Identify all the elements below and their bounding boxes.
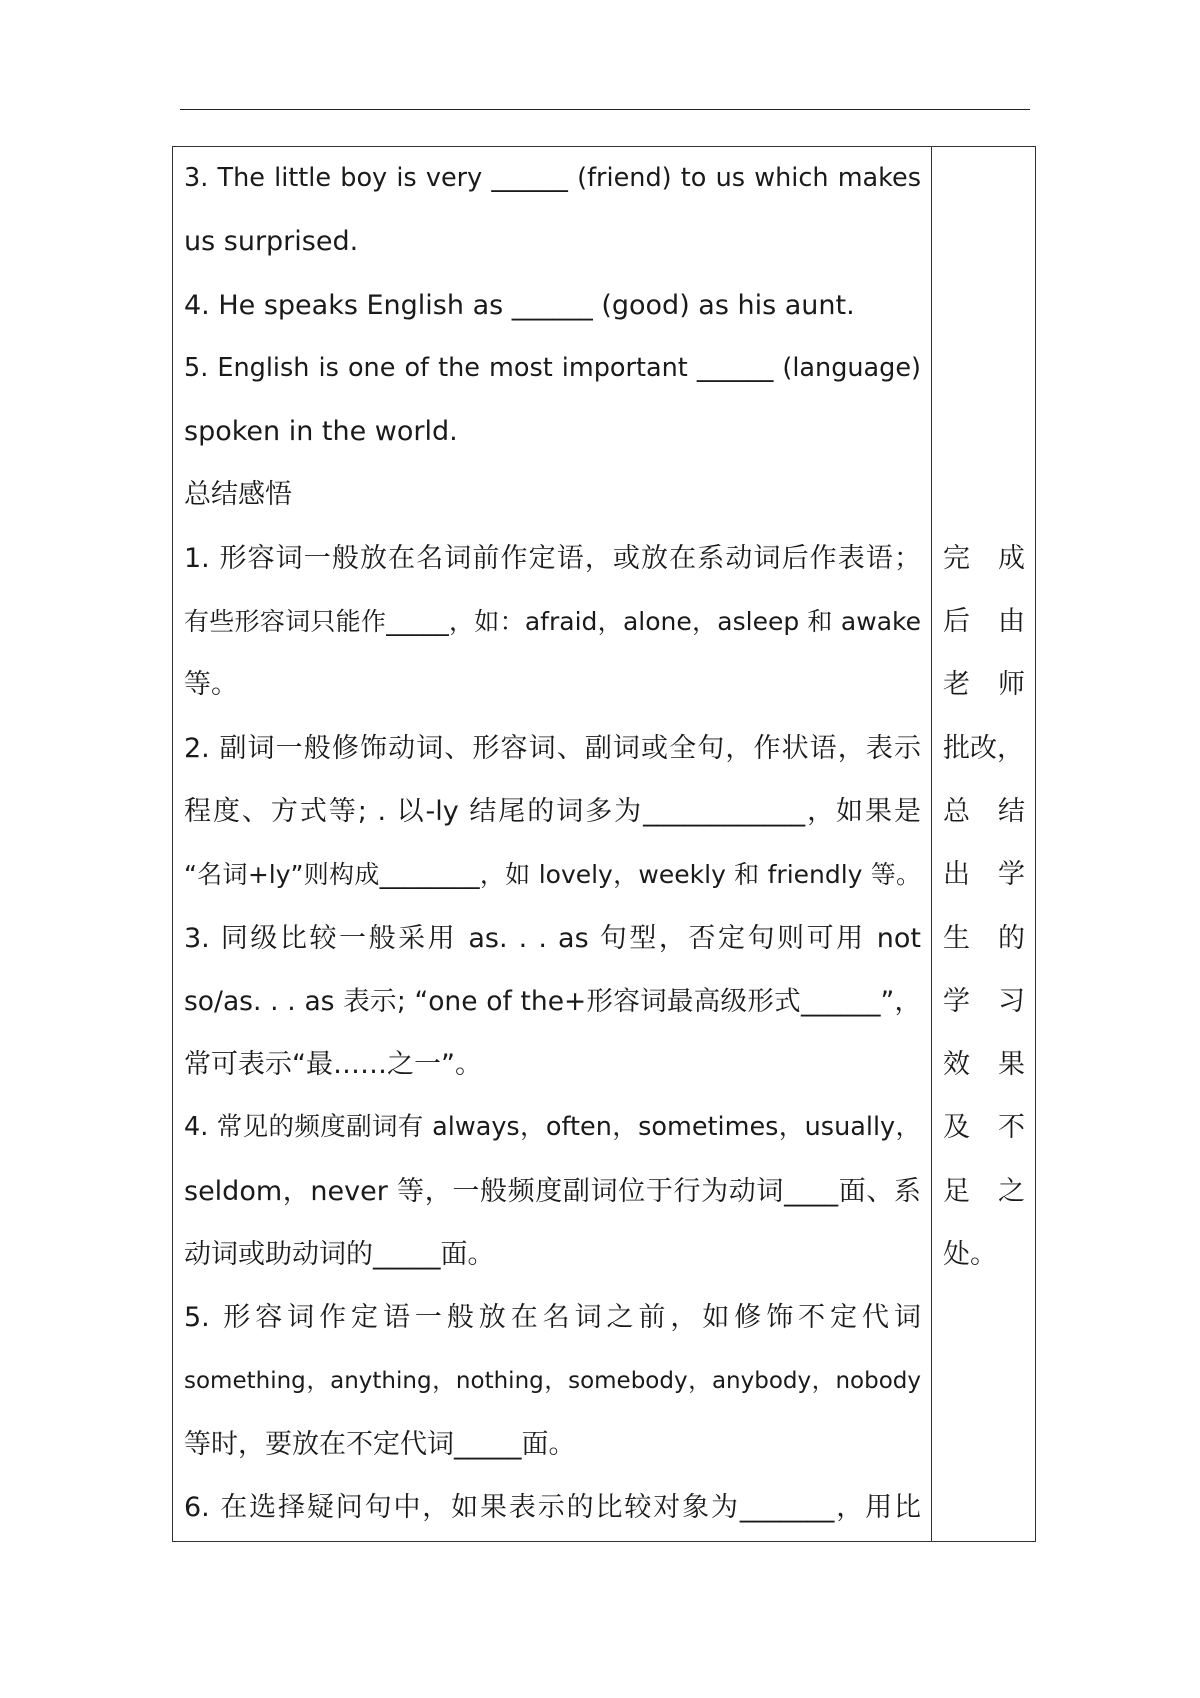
summary-5-line-3: 等时，要放在不定代词_____面。 — [184, 1428, 576, 1460]
side-note-line: 出 学 — [943, 859, 1025, 891]
summary-5-line-1: 5. 形容词作定语一般放在名词之前，如修饰不定代词 — [184, 1302, 921, 1334]
summary-2-line-1: 2. 副词一般修饰动词、形容词、副词或全句，作状语，表示 — [184, 732, 921, 764]
summary-1-line-2: 有些形容词只能作_____，如：afraid，alone，asleep 和 awake — [184, 607, 921, 637]
side-note-line: 及 不 — [943, 1112, 1025, 1144]
exercise-3-line-1: 3. The little boy is very ______ (friend) to us which makes — [184, 163, 921, 193]
exercise-5-line-2: spoken in the world. — [184, 416, 458, 448]
side-note-line: 学 习 — [943, 985, 1025, 1017]
side-note-line: 处。 — [943, 1239, 997, 1271]
worksheet-table — [172, 146, 1036, 1542]
side-note-line: 足 之 — [943, 1175, 1025, 1207]
summary-5-line-2: something，anything，nothing，somebody，anybody，nobody — [184, 1367, 921, 1394]
summary-3-line-2: so/as. . . as 表示; “one of the+形容词最高级形式______”， — [184, 985, 921, 1017]
summary-4-line-1: 4. 常见的频度副词有 always，often，sometimes，usually， — [184, 1112, 921, 1143]
summary-2-line-3: “名词+ly”则构成________，如 lovely，weekly 和 friendly 等。 — [184, 860, 921, 890]
exercise-column — [173, 147, 932, 1541]
summary-3-line-1: 3. 同级比较一般采用 as. . . as 句型，否定句则可用 not — [184, 922, 921, 954]
side-note-line: 后 由 — [943, 606, 1025, 638]
summary-1-line-3: 等。 — [184, 669, 238, 701]
header-rule — [180, 109, 1030, 110]
summary-4-line-2: seldom，never 等，一般频度副词位于行为动词____面、系 — [184, 1175, 921, 1207]
exercise-3-line-2: us surprised. — [184, 226, 359, 258]
side-note-line: 生 的 — [943, 922, 1025, 954]
teacher-note-column — [932, 147, 1035, 1541]
exercise-4: 4. He speaks English as ______ (good) as his aunt. — [184, 289, 855, 321]
side-note-line: 效 果 — [943, 1049, 1025, 1081]
side-note-line: 老 师 — [943, 669, 1025, 701]
summary-heading: 总结感悟 — [184, 479, 292, 511]
side-note-line: 总 结 — [943, 795, 1025, 827]
summary-1-line-1: 1. 形容词一般放在名词前作定语，或放在系动词后作表语； — [184, 542, 921, 574]
side-note-line: 完 成 — [943, 542, 1025, 574]
summary-3-line-3: 常可表示“最……之一”。 — [184, 1049, 482, 1081]
exercise-5-line-1: 5. English is one of the most important ______ (language) — [184, 352, 921, 383]
summary-6-line-1: 6. 在选择疑问句中，如果表示的比较对象为_______，用比 — [184, 1492, 921, 1524]
side-note-line: 批改， — [943, 732, 1024, 764]
summary-4-line-3: 动词或助动词的_____面。 — [184, 1239, 495, 1271]
summary-2-line-2: 程度、方式等; . 以-ly 结尾的词多为____________，如果是 — [184, 795, 921, 827]
side-spacer — [943, 147, 1025, 527]
